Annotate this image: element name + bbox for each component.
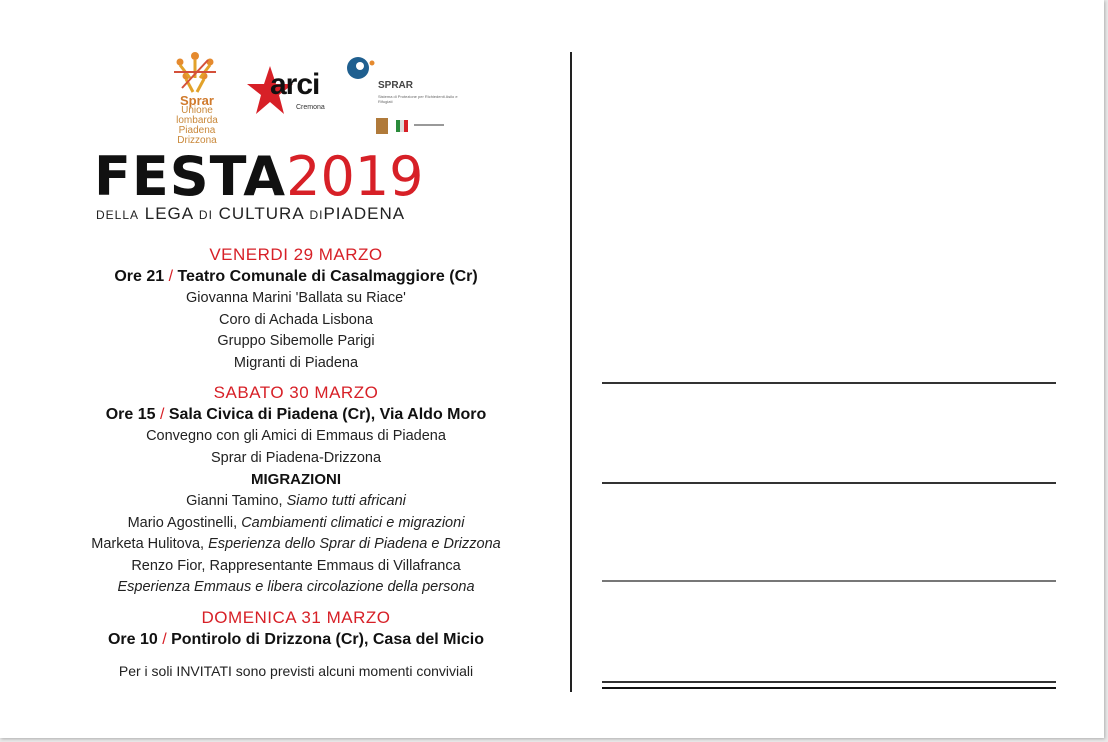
- postcard-divider: [570, 52, 572, 692]
- talk-extra: Renzo Fior, Rappresentante Emmaus di Villafranca: [131, 557, 461, 574]
- arci-name: arci: [270, 68, 320, 101]
- day1-place: Teatro Comunale di Casalmaggiore (Cr): [177, 268, 478, 285]
- footer-note: Per i soli INVITATI sono previsti alcuni momenti conviviali: [118, 662, 474, 679]
- address-line: [602, 681, 1056, 683]
- sprar-circle-icon: [346, 54, 376, 84]
- day2-heading: [40, 404, 552, 426]
- day2-date: SABATO 30 MARZO: [213, 383, 379, 402]
- day3-time: Ore 10: [107, 630, 158, 648]
- address-line: [602, 687, 1056, 689]
- subtitle-part-e: DI: [309, 208, 324, 222]
- day1-line: Migranti di Piadena: [233, 354, 359, 371]
- festa-subtitle: [96, 204, 516, 224]
- day1-time: Ore 21: [114, 268, 165, 285]
- sprar-system-logo: [346, 50, 456, 140]
- arci-logo: [246, 64, 336, 124]
- talk-speaker: Gianni Tamino,: [186, 493, 287, 509]
- day1-heading: [40, 266, 552, 288]
- institution-emblems-icon: [374, 116, 454, 136]
- sprar-left-sub: Unione lombarda Piadena Drizzona: [176, 105, 218, 146]
- subtitle-part-f: PIADENA: [323, 204, 406, 223]
- talk-speaker: Mario Agostinelli,: [127, 514, 242, 531]
- sprar-unione-logo: [160, 48, 240, 146]
- talk-extra-italic: Esperienza Emmaus e libera circolazione della persona: [117, 579, 475, 595]
- day3-sep: /: [157, 630, 172, 648]
- day2-time: Ore 15: [105, 406, 156, 423]
- address-line: [602, 382, 1056, 384]
- logo-row: [160, 44, 460, 146]
- talk-topic: Cambiamenti climatici e migrazioni: [241, 514, 465, 531]
- day1-line: Giovanna Marini 'Ballata su Riace': [186, 290, 406, 306]
- title-year: 2019: [286, 145, 424, 208]
- people-star-icon: [160, 48, 230, 98]
- day2-place: Sala Civica di Piadena (Cr), Via Aldo Moro: [168, 406, 487, 423]
- day1-line: Coro di Achada Lisbona: [219, 311, 373, 328]
- subtitle-part-b: LEGA: [139, 204, 199, 223]
- day3-heading: [40, 629, 552, 651]
- festa-title: [94, 145, 514, 208]
- day3-place: Pontirolo di Drizzona (Cr), Casa del Micio: [171, 630, 485, 648]
- arci-sub: Cremona: [296, 104, 325, 111]
- talk-topic: Siamo tutti africani: [286, 493, 406, 509]
- subtitle-part-d: CULTURA: [212, 204, 310, 223]
- talk-speaker: Marketa Hulitova,: [91, 536, 209, 552]
- day1-line: Gruppo Sibemolle Parigi: [217, 333, 375, 349]
- program: [40, 244, 552, 681]
- day2-sep: /: [155, 406, 169, 423]
- day1-date: VENERDI 29 MARZO: [209, 245, 383, 264]
- title-festa: FESTA: [94, 145, 287, 208]
- subtitle-part-a: DELLA: [96, 208, 140, 222]
- day1-sep: /: [164, 268, 178, 285]
- subtitle-part-c: DI: [198, 208, 213, 222]
- talk-item: [40, 491, 552, 513]
- address-line: [602, 580, 1056, 582]
- day3-date: DOMENICA 31 MARZO: [201, 607, 391, 627]
- talk-extra-topic: [40, 577, 552, 599]
- sprar-right-sub: Sistema di Protezione per Richiedenti Asilo e Rifugiati: [378, 94, 458, 104]
- talk-item: [40, 513, 552, 535]
- day2-line: Sprar di Piadena-Drizzona: [210, 449, 382, 466]
- address-line: [602, 482, 1056, 484]
- talk-topic: Esperienza dello Sprar di Piadena e Drizzona: [208, 536, 501, 552]
- sprar-right-name: SPRAR: [378, 80, 414, 91]
- migrazioni-heading: MIGRAZIONI: [251, 471, 341, 488]
- talk-item: [40, 534, 552, 556]
- day2-line: Convegno con gli Amici di Emmaus di Piadena: [146, 428, 446, 444]
- sprar-left-name: Sprar: [180, 93, 214, 108]
